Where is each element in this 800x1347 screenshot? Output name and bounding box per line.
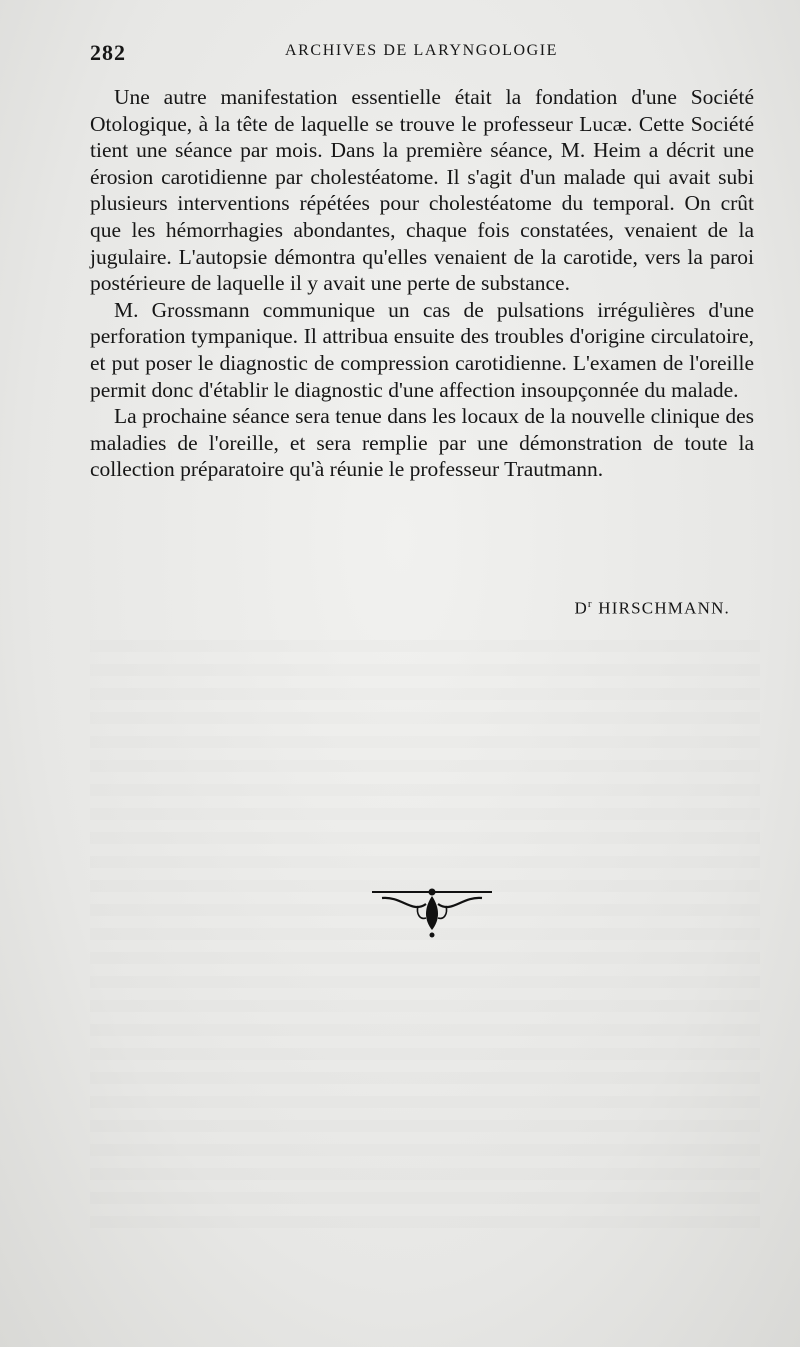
article-body: [90, 84, 754, 483]
running-title: ARCHIVES DE LARYNGOLOGIE: [285, 42, 559, 59]
page-number: 282: [90, 40, 126, 65]
paragraph-2: [90, 297, 754, 403]
fleuron-ornament-icon: [372, 880, 492, 940]
page-header: [90, 38, 760, 68]
paragraph-1: [90, 84, 754, 297]
paragraph-3: [90, 403, 754, 483]
paragraph-3-text: La prochaine séance sera tenue dans les locaux de la nouvelle clinique des maladies de l'oreille, et sera remplie par une démonstration de toute la collection préparatoire qu'à réunie le professeur Trautmann.: [90, 404, 754, 482]
signature-superscript: r: [587, 598, 593, 610]
paragraph-1-text: Une autre manifestation essentielle était la fondation d'une Société Otologique, à la tête de laquelle se trouve le professeur Lucæ. Cette Société tient une séance par mois. Dans la première séance, M. Heim a décrit une érosion carotidienne par cholestéatome. Il s'agit d'un malade qui avait subi plusieurs interventions répétées pour cholestéatome du temporal. On crût que les hémorrhagies abondantes, chaque fois constatées, venaient de la jugulaire. L'autopsie démontra qu'elles venaient de la carotide, vers la paroi postérieure de laquelle il y avait une perte de substance.: [90, 85, 754, 296]
author-signature: [574, 598, 730, 619]
paragraph-2-text: M. Grossmann communique un cas de pulsations irrégulières d'une perforation tympanique. Il attribua ensuite des troubles d'origine circulatoire, et put poser le diagnostic de compression carotidienne. L'examen de l'oreille permit donc d'établir le diagnostic d'une affection insoupçonnée du malade.: [90, 297, 754, 402]
signature-prefix: D: [574, 598, 588, 618]
show-through-texture: [90, 640, 760, 1240]
signature-name: HIRSCHMANN.: [598, 598, 730, 618]
